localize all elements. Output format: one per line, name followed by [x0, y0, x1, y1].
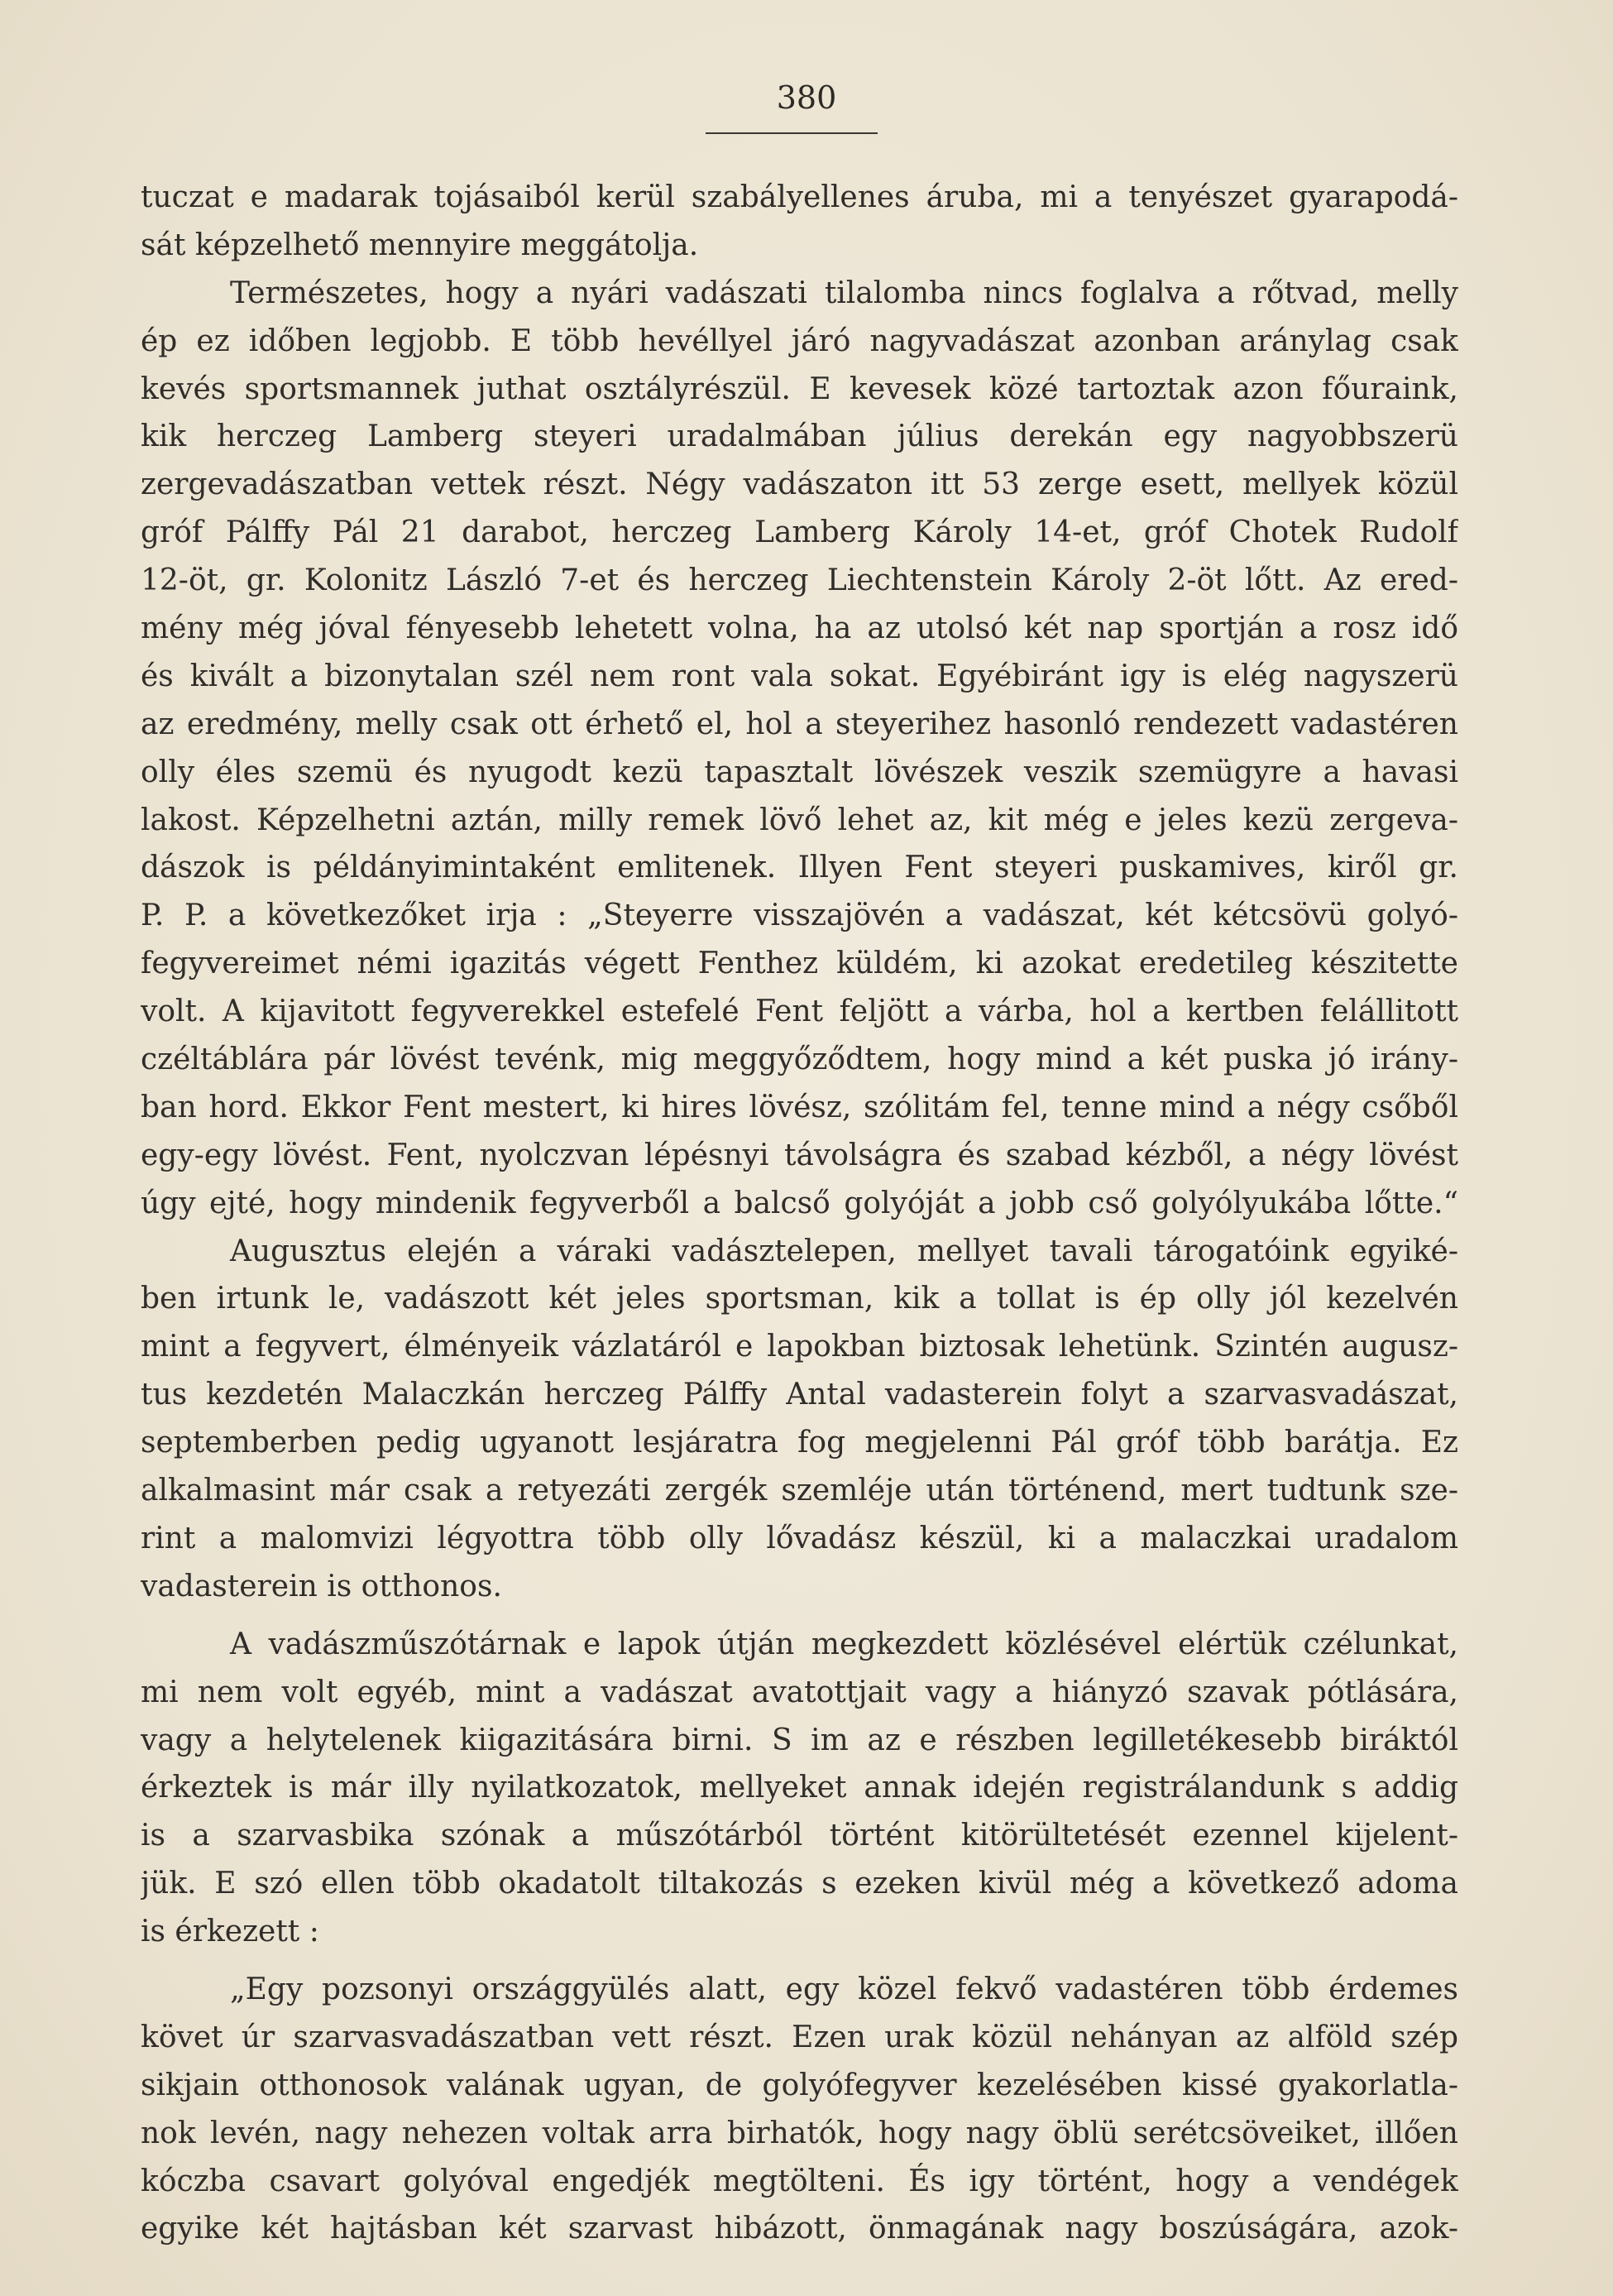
text-line: tus kezdetén Malaczkán herczeg Pálffy Antal vadasterein folyt a szarvasvadászat,	[141, 1378, 1458, 1412]
text-line: olly éles szemü és nyugodt kezü tapasztalt lövészek veszik szemügyre a havasi	[141, 755, 1458, 789]
text-line: ép ez időben legjobb. E több hevéllyel járó nagyvadászat azonban aránylag csak	[141, 324, 1458, 358]
text-line: alkalmasint már csak a retyezáti zergék szemléje után történend, mert tudtunk sze-	[141, 1474, 1458, 1508]
text-line: tuczat e madarak tojásaiból kerül szabályellenes áruba, mi a tenyészet gyarapodá-	[141, 180, 1458, 214]
text-line: volt. A kijavitott fegyverekkel estefelé Fent feljött a várba, hol a kertben felállitott	[141, 995, 1458, 1029]
text-line: lakost. Képzelhetni aztán, milly remek lövő lehet az, kit még e jeles kezü zergeva-	[141, 803, 1458, 837]
text-line: rint a malomvizi légyottra több olly lővadász készül, ki a malaczkai uradalom	[141, 1521, 1458, 1555]
text-line: fegyvereimet némi igazitás végett Fenthez küldém, ki azokat eredetileg készitette	[141, 947, 1458, 981]
text-line: vadasterein is otthonos.	[141, 1569, 502, 1603]
page-number: 380	[776, 79, 837, 116]
text-line: jük. E szó ellen több okadatolt tiltakozás s ezeken kivül még a következő adoma	[141, 1867, 1458, 1901]
text-line: sikjain otthonosok valának ugyan, de golyófegyver kezelésében kissé gyakorlatla-	[141, 2068, 1458, 2102]
body-text	[141, 174, 1458, 2253]
text-line: kevés sportsmannek juthat osztályrészül. E kevesek közé tartoztak azon főuraink,	[141, 371, 1458, 406]
text-line: ben irtunk le, vadászott két jeles sportsman, kik a tollat is ép olly jól kezelvén	[141, 1282, 1458, 1316]
header-rule	[706, 132, 878, 134]
text-line: és kivált a bizonytalan szél nem ront vala sokat. Egyébiránt igy is elég nagyszerü	[141, 659, 1458, 693]
paragraph-start-line: Természetes, hogy a nyári vadászati tilalomba nincs foglalva a rőtvad, melly	[230, 276, 1458, 310]
text-line: septemberben pedig ugyanott lesjáratra fog megjelenni Pál gróf több barátja. Ez	[141, 1426, 1458, 1460]
text-line: követ úr szarvasvadászatban vett részt. Ezen urak közül nehányan az alföld szép	[141, 2020, 1458, 2054]
text-line: az eredmény, melly csak ott érhető el, hol a steyerihez hasonló rendezett vadastéren	[141, 707, 1458, 741]
text-line: kóczba csavart golyóval engedjék megtölteni. És igy történt, hogy a vendégek	[141, 2164, 1458, 2198]
text-line: nok levén, nagy nehezen voltak arra birhatók, hogy nagy öblü serétcsöveiket, illően	[141, 2116, 1458, 2150]
paragraph-start-line: Augusztus elején a váraki vadásztelepen, mellyet tavali tárogatóink egyiké-	[230, 1234, 1458, 1268]
text-line: is a szarvasbika szónak a műszótárból történt kitörültetését ezennel kijelent-	[141, 1819, 1458, 1853]
text-line: sát képzelhető mennyire meggátolja.	[141, 228, 699, 262]
text-line: P. P. a következőket irja : „Steyerre visszajövén a vadászat, két kétcsövü golyó-	[141, 899, 1458, 933]
text-line: zergevadászatban vettek részt. Négy vadászaton itt 53 zerge esett, mellyek közül	[141, 467, 1458, 502]
text-line: úgy ejté, hogy mindenik fegyverből a balcső golyóját a jobb cső golyólyukába lőtte.“	[141, 1186, 1458, 1220]
text-line: egyike két hajtásban két szarvast hibázott, önmagának nagy boszúságára, azok-	[141, 2212, 1458, 2246]
text-line: mény még jóval fényesebb lehetett volna, ha az utolsó két nap sportján a rosz idő	[141, 611, 1458, 646]
paragraph-start-line: A vadászműszótárnak e lapok útján megkezdett közlésével elértük czélunkat,	[230, 1627, 1458, 1661]
text-line: ban hord. Ekkor Fent mestert, ki hires lövész, szólitám fel, tenne mind a négy csőből	[141, 1090, 1458, 1124]
text-line: vagy a helytelenek kiigazitására birni. S im az e részben legilletékesebb biráktól	[141, 1723, 1458, 1757]
text-line: kik herczeg Lamberg steyeri uradalmában július derekán egy nagyobbszerü	[141, 419, 1458, 454]
text-line: czéltáblára pár lövést tevénk, mig meggyőződtem, hogy mind a két puska jó irány-	[141, 1043, 1458, 1077]
text-line: mint a fegyvert, élményeik vázlatáról e lapokban biztosak lehetünk. Szintén augusz-	[141, 1330, 1458, 1364]
text-line: érkeztek is már illy nyilatkozatok, mellyeket annak idején registrálandunk s addig	[141, 1771, 1458, 1805]
text-line: dászok is példányimintaként emlitenek. Illyen Fent steyeri puskamives, kiről gr.	[141, 851, 1458, 885]
text-line: gróf Pálffy Pál 21 darabot, herczeg Lamberg Károly 14-et, gróf Chotek Rudolf	[141, 515, 1458, 550]
text-line: 12-öt, gr. Kolonitz László 7-et és herczeg Liechtenstein Károly 2-öt lőtt. Az ered-	[141, 563, 1458, 598]
paragraph-start-line: „Egy pozsonyi országgyülés alatt, egy közel fekvő vadastéren több érdemes	[230, 1972, 1458, 2006]
text-line: is érkezett :	[141, 1915, 319, 1949]
text-line: egy-egy lövést. Fent, nyolczvan lépésnyi távolságra és szabad kézből, a négy lövést	[141, 1138, 1458, 1172]
text-line: mi nem volt egyéb, mint a vadászat avatottjait vagy a hiányzó szavak pótlására,	[141, 1675, 1458, 1709]
